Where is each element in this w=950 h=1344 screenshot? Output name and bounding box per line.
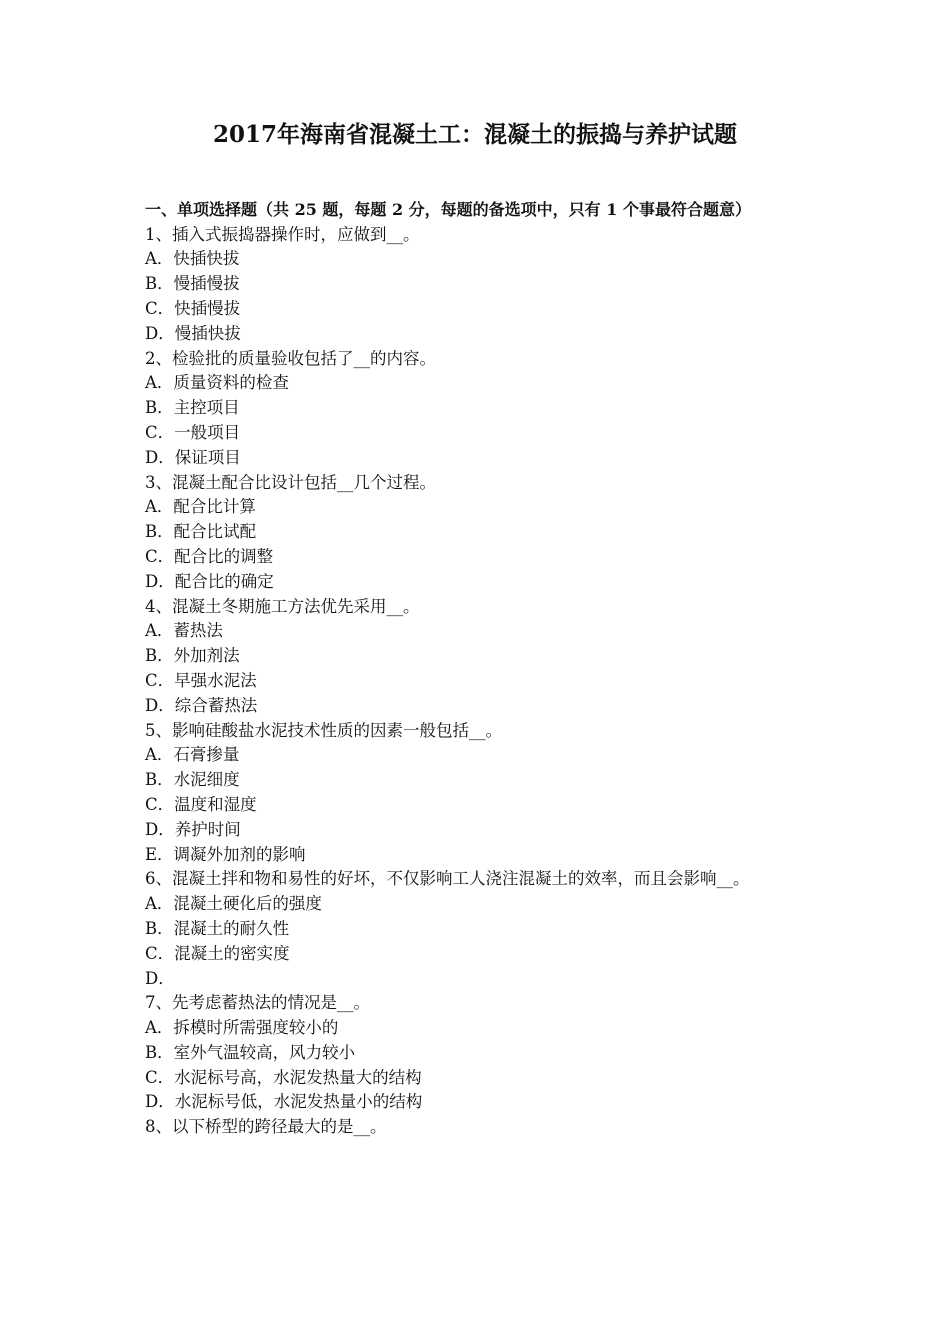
option-c: C．早强水泥法	[145, 670, 257, 690]
option-c: C．一般项目	[145, 422, 241, 442]
option-d: D．养护时间	[145, 819, 241, 839]
document-title: 2017年海南省混凝土工：混凝土的振捣与养护试题	[212, 121, 737, 148]
option-c: C．配合比的调整	[145, 546, 274, 566]
question-stem: 6、混凝土拌和物和易性的好坏，不仅影响工人浇注混凝土的效率，而且会影响__。	[145, 869, 750, 889]
question-stem: 8、以下桥型的跨径最大的是__。	[145, 1117, 387, 1137]
option-d: D．慢插快拔	[145, 323, 241, 343]
option-b: B．水泥细度	[145, 770, 240, 790]
question-7	[145, 991, 810, 1115]
option-b: B．外加剂法	[145, 646, 240, 666]
option-c: C．温度和湿度	[145, 794, 257, 814]
question-3	[145, 471, 810, 595]
option-b: B．配合比试配	[145, 522, 257, 542]
question-stem: 4、混凝土冬期施工方法优先采用__。	[145, 596, 420, 616]
option-b: B．主控项目	[145, 398, 240, 418]
option-e: E．调凝外加剂的影响	[145, 844, 306, 864]
question-stem: 1、插入式振捣器操作时，应做到__。	[145, 224, 420, 244]
question-5	[145, 719, 810, 868]
option-d: D．配合比的确定	[145, 571, 274, 591]
option-c: C．快插慢拔	[145, 298, 241, 318]
option-b: B．慢插慢拔	[145, 274, 240, 294]
question-2	[145, 347, 810, 471]
option-d: D．保证项目	[145, 447, 241, 467]
option-b: B．室外气温较高，风力较小	[145, 1042, 356, 1062]
option-c: C．水泥标号高，水泥发热量大的结构	[145, 1067, 422, 1087]
option-a: A．混凝土硬化后的强度	[145, 894, 322, 914]
option-d: D．	[145, 968, 175, 988]
question-4	[145, 595, 810, 719]
question-stem: 3、混凝土配合比设计包括__几个过程。	[145, 472, 436, 492]
question-6	[145, 867, 810, 991]
question-8	[145, 1115, 810, 1140]
option-c: C．混凝土的密实度	[145, 943, 290, 963]
option-d: D．综合蓄热法	[145, 695, 258, 715]
option-a: A．石膏掺量	[145, 745, 240, 765]
option-a: A．蓄热法	[145, 621, 223, 641]
question-stem: 7、先考虑蓄热法的情况是__。	[145, 993, 370, 1013]
option-a: A．配合比计算	[145, 497, 256, 517]
option-a: A．拆模时所需强度较小的	[145, 1018, 339, 1038]
option-a: A．快插快拔	[145, 249, 240, 269]
document-body	[145, 198, 810, 1140]
option-b: B．混凝土的耐久性	[145, 918, 290, 938]
option-d: D．水泥标号低，水泥发热量小的结构	[145, 1092, 423, 1112]
question-stem: 5、影响硅酸盐水泥技术性质的因素一般包括__。	[145, 720, 502, 740]
question-1	[145, 223, 810, 347]
section-heading: 一、单项选择题（共 25 题，每题 2 分，每题的备选项中，只有 1 个事最符合题意）	[145, 200, 751, 219]
option-a: A．质量资料的检查	[145, 373, 289, 393]
question-stem: 2、检验批的质量验收包括了__的内容。	[145, 348, 436, 368]
